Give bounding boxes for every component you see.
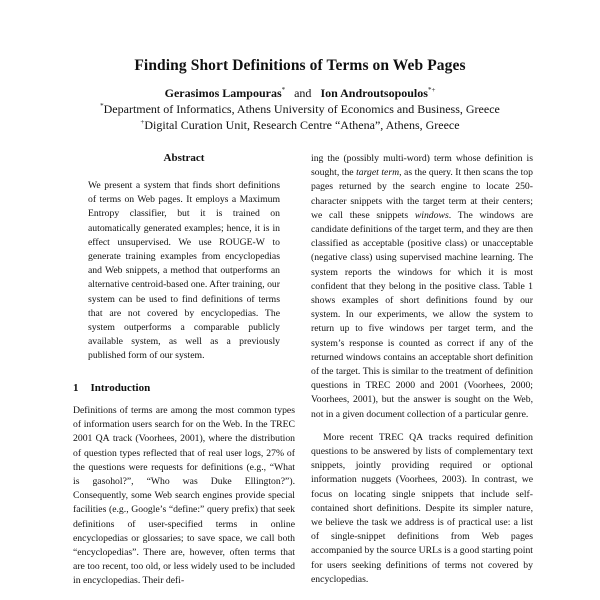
intro-text-a: Definitions of terms are among the most common types of information users search for on the Web. In the (73, 405, 295, 431)
right-text-d: 2000 and 2001 (Voorhees, 2000; Voorhees, 2001), but the answer is sought on the Web, not in a given document collection of a particular genre. (311, 380, 533, 420)
right-p2-text-b: tracks required definition questions to be answered by lists of complementary text snippets, jointly providing required or optional information nuggets (Voorhees, 2003). In contrast, we focus on locating single snippets that include self-contained short definitions. Despite its simpler nature, we believe the task we address is of practical use: a list of single-snippet definitions from Web pages accompanied by the source (311, 431, 533, 557)
right-text-b: , as the query. It then scans the top pages returned by the search engine to locate 250-character snippets with the target term at their centers; we call these snippets (311, 167, 533, 221)
abstract-rouge: ROUGE-W (219, 236, 265, 248)
abstract-text-2: to generate training examples from encyclopedias and Web snippets, a method that outperforms an alternative centroid-based one. After training, our system can be used to find definitions of terms that are not covered by encyclopedias. The system outperforms a comparable publicly available system, as well as a previously published form of our system. (88, 236, 280, 362)
right-p2-qa: QA (409, 431, 424, 443)
right-p2-urls: URL (418, 545, 438, 557)
intro-text-b: 2001 (73, 433, 96, 445)
right-text-c: . The windows are candidate definitions of the target term, and they are then classified as acceptable (positive class) or unacceptable (negative class) using supervised machine learning. The system reports the windows for which it is most confident that they belong in the positive class. Table 1 shows examples of short definitions found by our system. In our experiments, we allow the system to return up to five windows per target term, and the system’s response is counted as correct if any of the returned windows contains an acceptable short definition of the target. This is similar to the treatment of definition questions in (311, 209, 534, 392)
paper-title: Finding Short Definitions of Terms on Web Pages (134, 57, 466, 74)
affiliation-1-text: Department of Informatics, Athens University of Economics and Business, Greece (103, 102, 500, 116)
right-p2-text-c: s is a good starting point for users seeking definitions of terms not covered by encyclopedias. (311, 545, 533, 585)
section-number: 1 (73, 382, 79, 394)
affiliation-2 (0, 118, 600, 133)
author-2: Ion Androutsopoulos (320, 86, 428, 100)
abstract-body (88, 179, 280, 364)
author-2-mark: *+ (427, 86, 436, 94)
affiliation-2-text: Digital Curation Unit, Research Centre “Athena”, Athens, Greece (144, 118, 460, 132)
affiliation-1 (0, 102, 600, 117)
windows-emph: windows (414, 209, 449, 221)
author-1-mark: * (281, 86, 286, 94)
right-text-a: ing the (possibly multi-word) term whose definition is sought, the (311, 153, 533, 179)
right-trec: TREC (365, 380, 391, 392)
intro-qa: QA (95, 433, 110, 445)
authors (0, 86, 600, 101)
abstract-text-1: We present a system that finds short definitions of terms on Web pages. It employs a Maximum Entropy classifier, but it is trained on automatically generated examples; hence, it is in effect unsupervised. We use (88, 180, 280, 248)
intro-text-c: track (Voorhees, 2001), where the distribution of question types reflected that of real user logs, 27% of the questions were requests for definitions (e.g., “What is gasohol?”, “Who was Duke Ellington?”). Consequently, some Web search engines provide special facilities (e.g., Google’s “define:” query prefix) that seek definitions of user-specified terms in online encyclopedias or glossaries; to save space, we call both “encyclopedias”. There are, however, often terms that are too recent, too old, or less widely used to be included in encyclopedias. Their defi- (73, 433, 296, 587)
intro-trec: TREC (270, 419, 295, 431)
right-column (311, 152, 533, 587)
affiliation-2-mark: + (140, 118, 145, 126)
right-paragraph-2 (311, 431, 533, 587)
affiliation-1-mark: * (100, 102, 104, 110)
section-heading-introduction (73, 382, 295, 394)
abstract-heading: Abstract (163, 152, 205, 164)
author-1: Gerasimos Lampouras (164, 86, 282, 100)
introduction-paragraph-1 (73, 404, 295, 589)
authors-and: and (294, 86, 312, 100)
target-term-emph: target term (356, 167, 400, 179)
right-p2-trec: TREC (378, 431, 404, 443)
right-paragraph-1 (311, 152, 533, 422)
right-p2-text-a: More recent (323, 431, 379, 443)
section-title: Introduction (90, 382, 151, 394)
